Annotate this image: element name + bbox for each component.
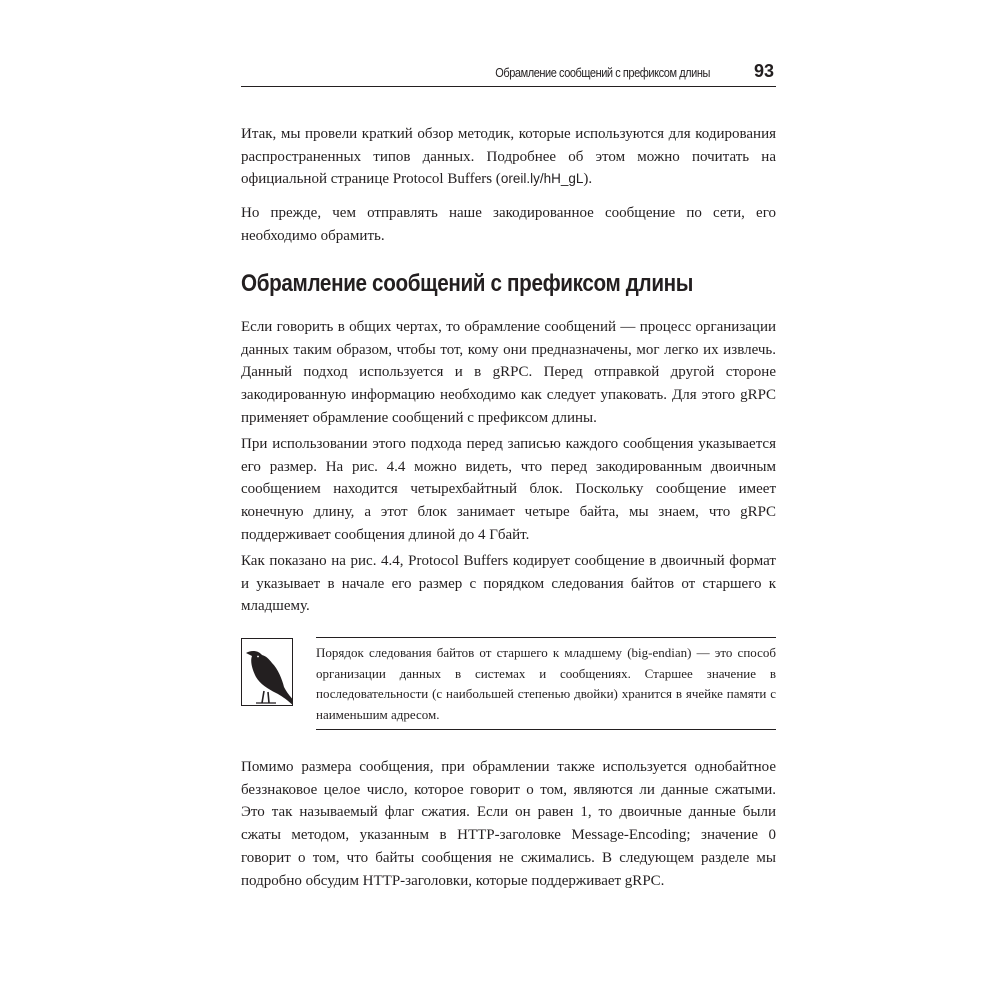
section-paragraph-1: Если говорить в общих чертах, то обрамление сообщений — процесс организации данных таким образом, чтобы тот, кому они предназначены, мог легко их извлечь. Данный подход используется и в gRPC. Перед отправкой другой стороне закодированную информацию необходимо как следует упаковать. Для этого gRPC применяет обрамление сообщений с префиксом длины. xyxy=(241,319,776,426)
note-bottom-rule xyxy=(316,729,776,730)
section-heading: Обрамление сообщений с префиксом длины xyxy=(241,270,694,297)
running-title: Обрамление сообщений с префиксом длины xyxy=(495,66,710,80)
closing-paragraph: Помимо размера сообщения, при обрамлении также используется однобайтное беззнаковое целое число, которое говорит о том, являются ли данные сжатыми. Это так называемый флаг сжатия. Если он равен 1, то двоичные данные были сжаты методом, указанным в HTTP-заголовке Message-Encoding; значение 0 говорит о том, что байты сообщения не сжимались. В следующем разделе мы подробно обсудим HTTP-заголовки, которые поддерживает gRPC. xyxy=(241,759,776,889)
intro-paragraph-1 xyxy=(241,123,776,191)
intro-paragraph-1-end: ). xyxy=(583,171,593,188)
note-text: Порядок следования байтов от старшего к младшему (big-endian) — это способ организации данных в системах и сообщениях. Старшее значение в последовательности (с наибольшей степенью двойки) хранится в ячейке памяти с наименьшим адресом. xyxy=(316,645,776,722)
note-top-rule xyxy=(316,637,776,638)
protocol-buffers-link[interactable]: oreil.ly/hH_gL xyxy=(500,171,584,187)
crow-icon xyxy=(241,638,293,706)
page-number: 93 xyxy=(753,61,774,81)
intro-paragraph-1-text: Итак, мы провели краткий обзор методик, которые используются для кодирования распространенных типов данных. Подробнее об этом можно почитать на официальной странице Protocol Buffers ( xyxy=(241,126,776,188)
running-head xyxy=(241,58,776,87)
section-paragraph-2: При использовании этого подхода перед записью каждого сообщения указывается его размер. На рис. 4.4 можно видеть, что перед закодированным двоичным сообщением находится четырехбайтный блок. Поскольку сообщение имеет конечную длину, а этот блок занимает четыре байта, мы знаем, что gRPC поддерживает сообщения длиной до 4 Гбайт. xyxy=(241,436,776,543)
intro-paragraph-2: Но прежде, чем отправлять наше закодированное сообщение по сети, его необходимо обрамить. xyxy=(241,205,776,244)
section-paragraph-3: Как показано на рис. 4.4, Protocol Buffers кодирует сообщение в двоичный формат и указывает в начале его размер с порядком следования байтов от старшего к младшему. xyxy=(241,553,776,615)
